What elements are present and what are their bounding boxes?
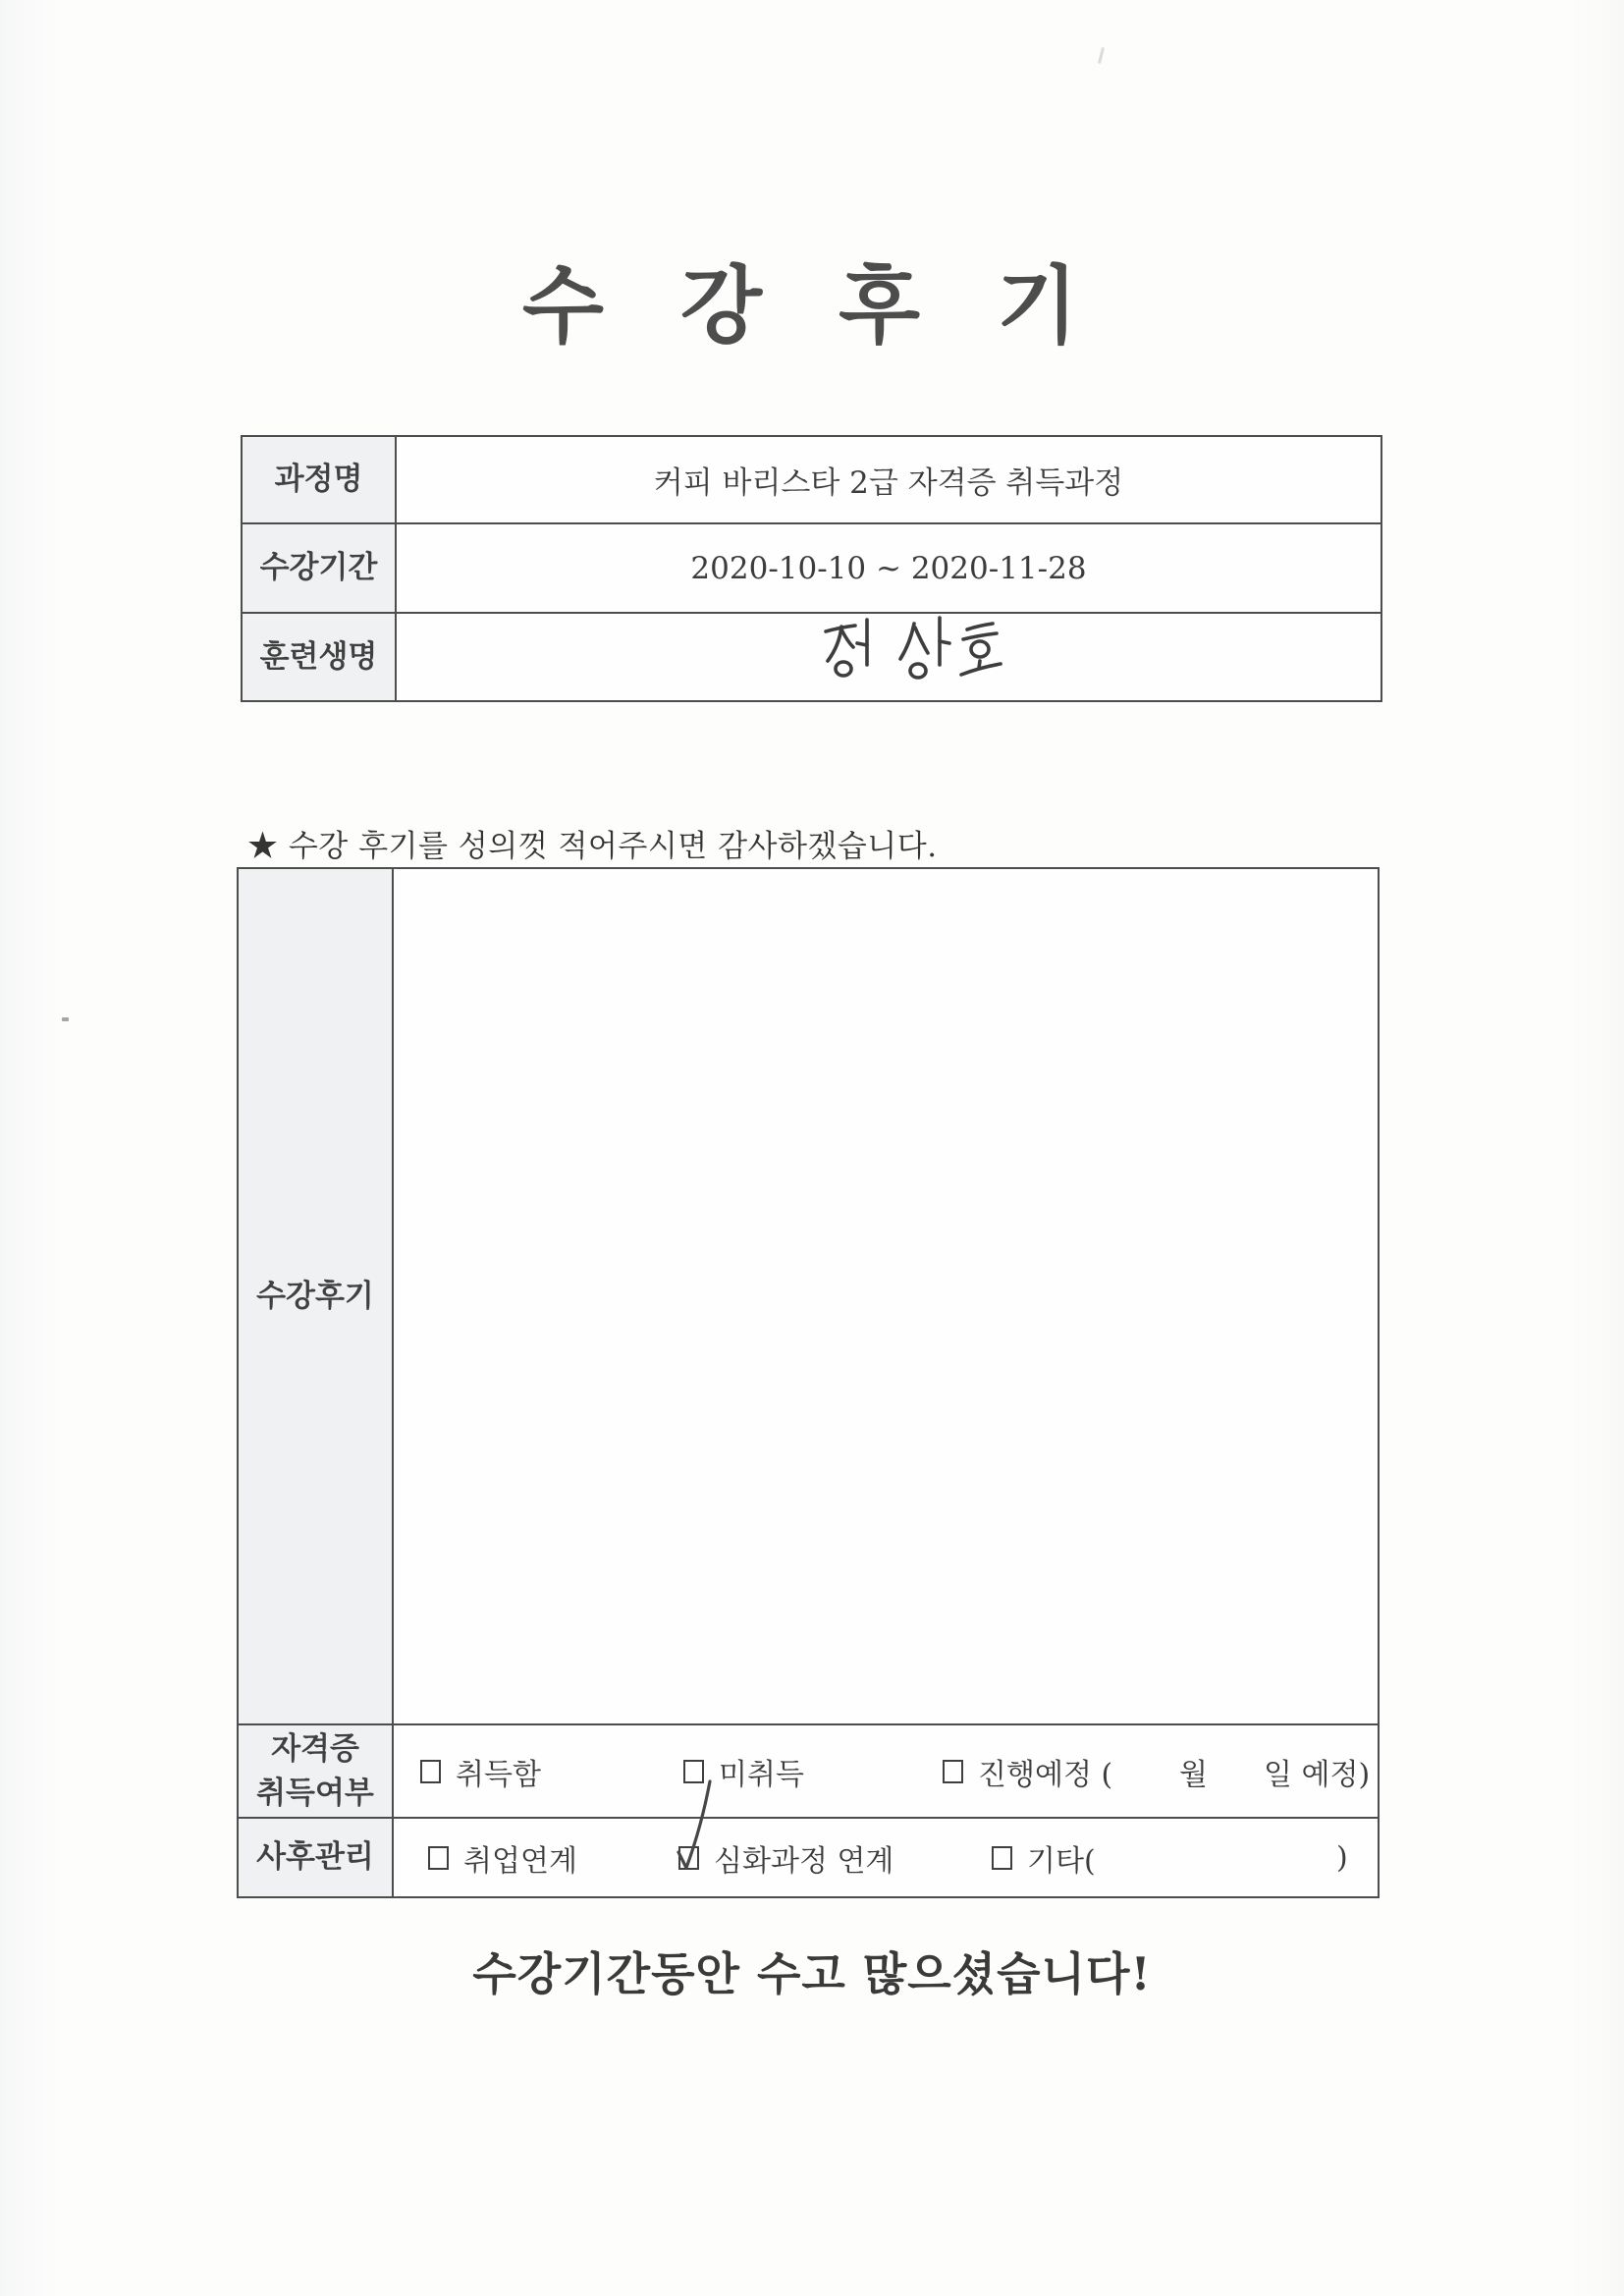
option-not-acquired[interactable] <box>683 1750 804 1793</box>
checkbox-in-progress[interactable] <box>943 1760 963 1783</box>
certificate-status-label-line2: 취득여부 <box>256 1775 374 1811</box>
in-progress-day-label: 일 예정) <box>1264 1757 1371 1792</box>
option-job-linkage-label: 취업연계 <box>463 1843 577 1879</box>
review-table <box>237 867 1380 1898</box>
option-in-progress[interactable] <box>943 1750 1112 1793</box>
option-advanced-course-label: 심화과정 연계 <box>714 1843 894 1879</box>
followup-options <box>394 1819 1378 1896</box>
in-progress-month-label: 월 <box>1179 1757 1208 1792</box>
certificate-status-label <box>239 1725 394 1819</box>
review-label: 수강후기 <box>239 869 394 1725</box>
checkbox-other[interactable] <box>992 1846 1012 1870</box>
footer-message: 수강기간동안 수고 많으셨습니다! <box>472 1947 1152 2000</box>
page-title: 수 강 후 기 <box>521 256 1103 355</box>
course-info-table <box>241 435 1382 702</box>
other-close-paren: ) <box>1336 1840 1348 1875</box>
option-advanced-course[interactable] <box>678 1836 893 1880</box>
trainee-name-label: 훈련생명 <box>243 614 397 700</box>
option-acquired[interactable] <box>420 1750 541 1793</box>
course-period-value: 2020-10-10 ~ 2020-11-28 <box>397 524 1380 614</box>
option-not-acquired-label: 미취득 <box>719 1757 804 1792</box>
option-job-linkage[interactable] <box>428 1836 577 1880</box>
review-text-area[interactable] <box>394 869 1378 1725</box>
option-other[interactable] <box>992 1836 1096 1880</box>
option-in-progress-label: 진행예정 ( <box>978 1757 1113 1792</box>
option-acquired-label: 취득함 <box>456 1757 541 1792</box>
course-name-label: 과정명 <box>243 437 397 524</box>
checkbox-acquired[interactable] <box>420 1760 441 1783</box>
checkbox-advanced-course[interactable] <box>678 1846 699 1870</box>
option-other-label: 기타( <box>1027 1843 1096 1879</box>
scan-artifact-dot <box>62 1017 69 1021</box>
instruction-note: ★ 수강 후기를 성의껏 적어주시면 감사하겠습니다. <box>247 829 938 864</box>
certificate-status-options <box>394 1725 1378 1819</box>
handwritten-signature <box>820 616 1016 694</box>
checkbox-job-linkage[interactable] <box>428 1846 449 1870</box>
course-period-label: 수강기간 <box>243 524 397 614</box>
checkbox-not-acquired[interactable] <box>683 1760 704 1783</box>
certificate-status-label-line1: 자격증 <box>271 1730 359 1767</box>
course-name-value: 커피 바리스타 2급 자격증 취득과정 <box>397 437 1380 524</box>
trainee-name-value <box>397 614 1380 700</box>
followup-label: 사후관리 <box>239 1819 394 1896</box>
scan-artifact-mark <box>1098 47 1105 64</box>
